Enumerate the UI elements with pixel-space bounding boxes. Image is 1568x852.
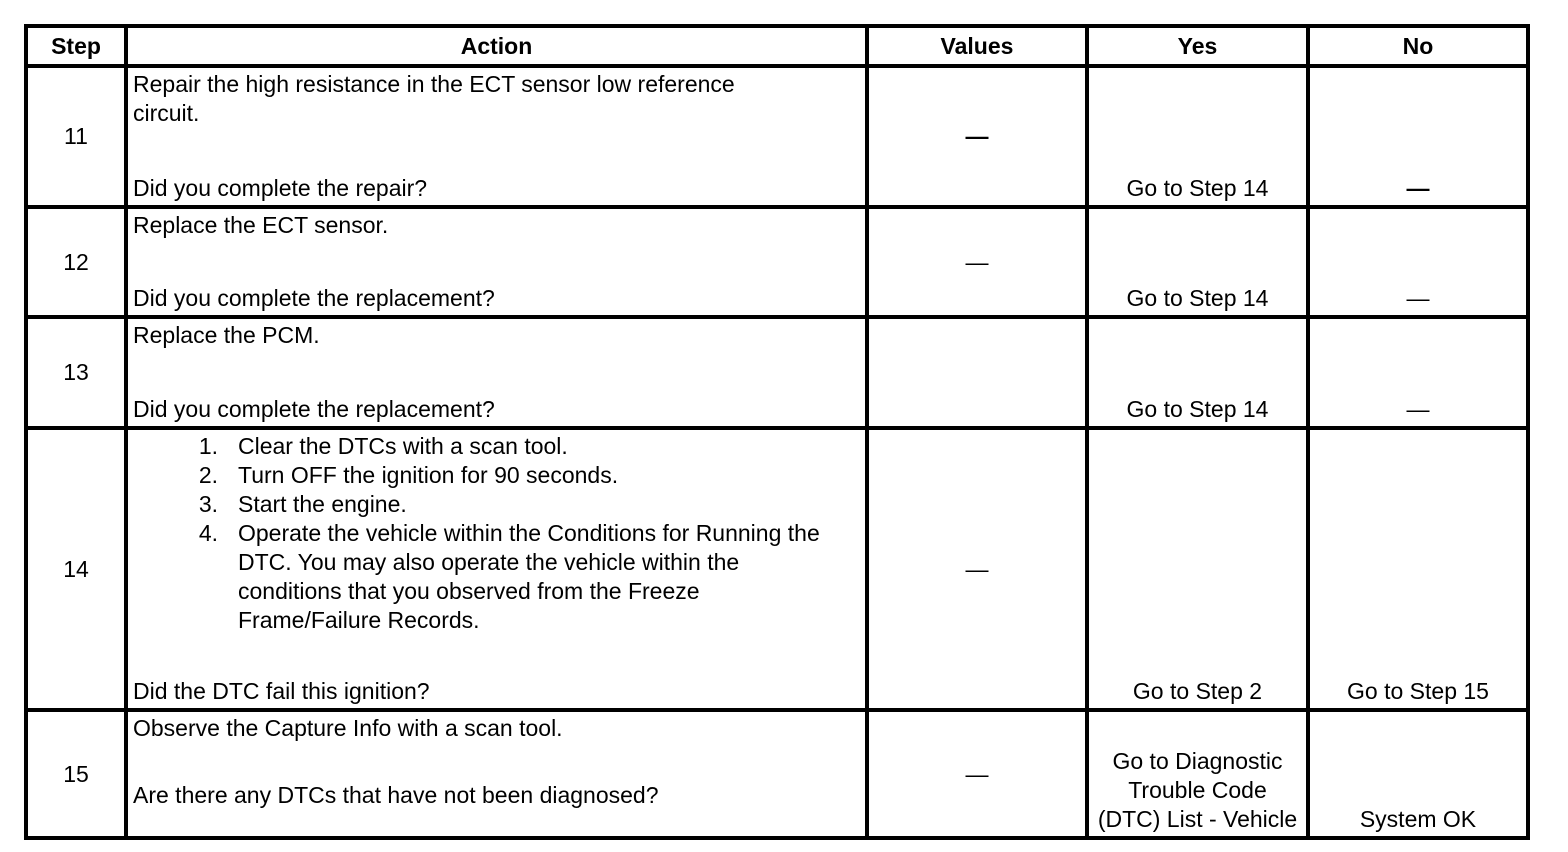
header-values: Values xyxy=(867,26,1087,66)
no-cell: — xyxy=(1308,66,1528,207)
action-cell xyxy=(126,317,867,428)
table-row xyxy=(26,317,1528,428)
action-question: Did you complete the repair? xyxy=(133,175,428,201)
diagnostic-table xyxy=(24,24,1530,840)
yes-cell: Go to Step 14 xyxy=(1087,66,1308,207)
action-text: Replace the ECT sensor. xyxy=(133,212,389,238)
step-number: 15 xyxy=(26,710,126,838)
list-item: 4. Operate the vehicle within the Conditions for Running the DTC. You may also operate the vehicle within the conditions that you observed from the Freeze Frame/Failure Records. xyxy=(198,520,820,633)
values-cell: — xyxy=(867,428,1087,710)
header-step: Step xyxy=(26,26,126,66)
no-cell: — xyxy=(1308,317,1528,428)
action-question: Did the DTC fail this ignition? xyxy=(133,678,430,704)
yes-cell: Go to Step 14 xyxy=(1087,207,1308,317)
header-no: No xyxy=(1308,26,1528,66)
no-cell: Go to Step 15 xyxy=(1308,428,1528,710)
values-cell: — xyxy=(867,207,1087,317)
values-cell: — xyxy=(867,710,1087,838)
action-text: Repair the high resistance in the ECT sensor low reference circuit. xyxy=(133,71,735,126)
action-steps-list xyxy=(133,432,859,635)
no-cell: — xyxy=(1308,207,1528,317)
action-cell xyxy=(126,428,867,710)
values-cell: — xyxy=(867,66,1087,207)
step-number: 11 xyxy=(26,66,126,207)
action-question: Did you complete the replacement? xyxy=(133,396,495,422)
list-item: 1. Clear the DTCs with a scan tool. xyxy=(198,433,568,459)
action-text: Replace the PCM. xyxy=(133,322,320,348)
yes-cell: Go to Step 14 xyxy=(1087,317,1308,428)
no-cell: System OK xyxy=(1308,710,1528,838)
action-question: Are there any DTCs that have not been diagnosed? xyxy=(133,782,659,808)
header-row xyxy=(26,26,1528,66)
action-text: Observe the Capture Info with a scan tool. xyxy=(133,715,563,741)
header-action: Action xyxy=(126,26,867,66)
header-yes: Yes xyxy=(1087,26,1308,66)
yes-cell: Go to Diagnostic Trouble Code (DTC) List - Vehicle xyxy=(1087,710,1308,838)
action-question: Did you complete the replacement? xyxy=(133,285,495,311)
yes-cell: Go to Step 2 xyxy=(1087,428,1308,710)
list-item: 2. Turn OFF the ignition for 90 seconds. xyxy=(198,462,619,488)
values-cell xyxy=(867,317,1087,428)
action-cell xyxy=(126,66,867,207)
table-row xyxy=(26,66,1528,207)
step-number: 14 xyxy=(26,428,126,710)
table-row xyxy=(26,710,1528,838)
action-cell xyxy=(126,207,867,317)
action-cell xyxy=(126,710,867,838)
list-item: 3. Start the engine. xyxy=(198,491,407,517)
table-row xyxy=(26,428,1528,710)
step-number: 13 xyxy=(26,317,126,428)
step-number: 12 xyxy=(26,207,126,317)
table-row xyxy=(26,207,1528,317)
